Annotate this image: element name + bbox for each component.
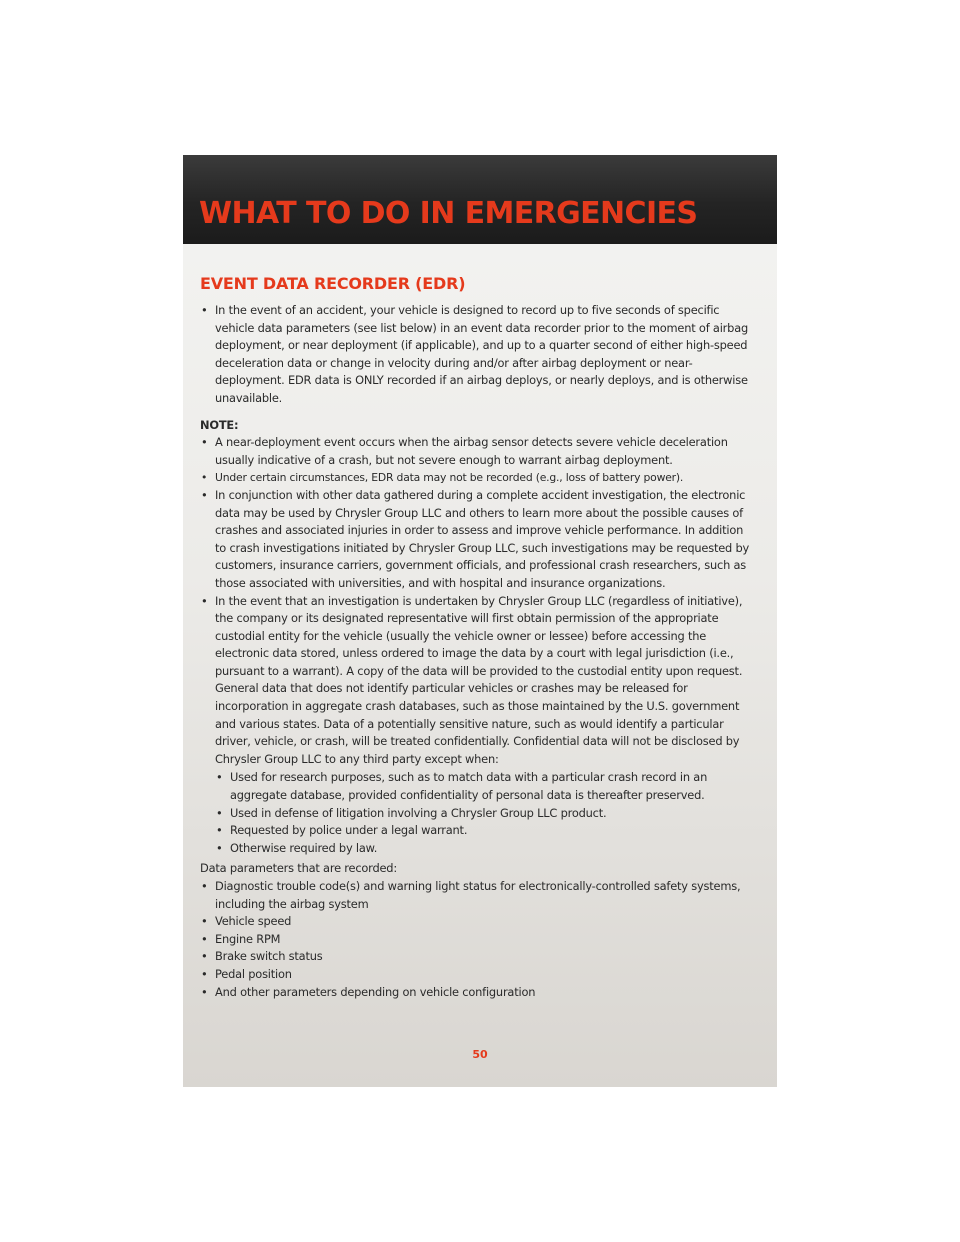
chapter-header bbox=[183, 155, 777, 244]
sub-list-item: • Used in defense of litigation involving a Chrysler Group LLC product. bbox=[215, 805, 756, 823]
parameters-label: Data parameters that are recorded: bbox=[200, 861, 397, 876]
list-item: • Under certain circumstances, EDR data may not be recorded (e.g., loss of battery power). bbox=[200, 469, 756, 487]
note-list bbox=[200, 434, 756, 857]
list-item: • Diagnostic trouble code(s) and warning light status for electronically-controlled safety systems, including the airbag system bbox=[200, 878, 756, 913]
list-item: • In the event of an accident, your vehicle is designed to record up to five seconds of specific vehicle data parameters (see list below) in an event data recorder prior to the moment of airbag deployment, or near deployment (if applicable), and up to a quarter second of either high-speed deceleration data or change in velocity during and/or after airbag deployment or near-deployment. EDR data is ONLY recorded if an airbag deploys, or nearly deploys, and is otherwise unavailable. bbox=[200, 302, 756, 408]
sub-list-item: • Requested by police under a legal warrant. bbox=[215, 822, 756, 840]
sub-list-item: • Used for research purposes, such as to match data with a particular crash record in an aggregate database, provided confidentiality of personal data is thereafter preserved. bbox=[215, 769, 756, 804]
exception-list bbox=[215, 769, 756, 857]
list-item bbox=[200, 593, 756, 858]
parameters-list bbox=[200, 878, 756, 1001]
sub-list-item: • Otherwise required by law. bbox=[215, 840, 756, 858]
list-item: • Pedal position bbox=[200, 966, 756, 984]
chapter-title: WHAT TO DO IN EMERGENCIES bbox=[199, 196, 698, 231]
list-item-text: In the event that an investigation is undertaken by Chrysler Group LLC (regardless of initiative), the company or its designated representative will first obtain permission of the appropriate custodial entity for the vehicle (usually the vehicle owner or lessee) before accessing the electronic data stored, unless ordered to image the data by a court with legal jurisdiction (i.e., pursuant to a warrant). A copy of the data will be provided to the custodial entity upon request. General data that does not identify particular vehicles or crashes may be released for incorporation in aggregate crash databases, such as those maintained by the U.S. government and various states. Data of a potentially sensitive nature, such as would identify a particular driver, vehicle, or crash, will be treated confidentially. Confidential data will not be disclosed by Chrysler Group LLC to any third party except when: bbox=[215, 593, 743, 766]
page-number: 50 bbox=[472, 1048, 488, 1061]
list-item: • A near-deployment event occurs when the airbag sensor detects severe vehicle deceleration usually indicative of a crash, but not severe enough to warrant airbag deployment. bbox=[200, 434, 756, 469]
page-content bbox=[200, 274, 756, 1001]
intro-list bbox=[200, 302, 756, 408]
note-label: NOTE: bbox=[200, 417, 239, 432]
list-item: • And other parameters depending on vehicle configuration bbox=[200, 984, 756, 1002]
list-item: • Engine RPM bbox=[200, 931, 756, 949]
list-item: • Vehicle speed bbox=[200, 913, 756, 931]
list-item: • In conjunction with other data gathered during a complete accident investigation, the electronic data may be used by Chrysler Group LLC and others to learn more about the possible causes of crashes and associated injuries in order to assess and improve vehicle performance. In addition to crash investigations initiated by Chrysler Group LLC, such investigations may be requested by customers, insurance carriers, government officials, and professional crash researchers, such as those associated with universities, and with hospital and insurance organizations. bbox=[200, 487, 756, 593]
section-title: EVENT DATA RECORDER (EDR) bbox=[200, 274, 466, 293]
list-item: • Brake switch status bbox=[200, 948, 756, 966]
manual-page bbox=[183, 155, 777, 1087]
